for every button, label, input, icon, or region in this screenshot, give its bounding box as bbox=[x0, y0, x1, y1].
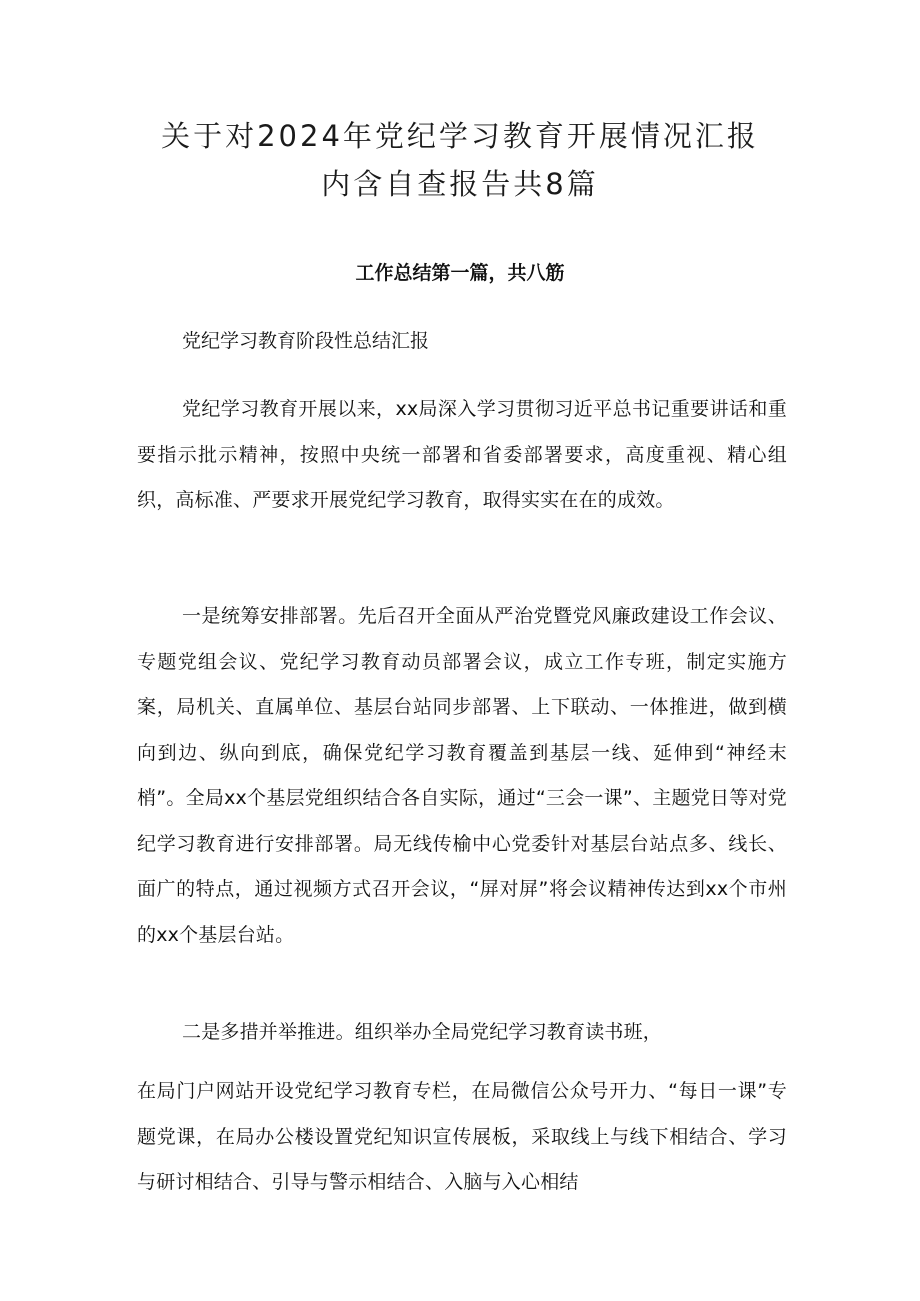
paragraph-measures-start: 二是多措并举推进。组织举办全局党纪学习教育读书班， bbox=[182, 1021, 663, 1043]
document-title-line-1: 关于对2024年党纪学习教育开展情况汇报 bbox=[161, 119, 759, 153]
document-title-line-2: 内含自查报告共8篇 bbox=[321, 167, 599, 201]
report-subtitle: 党纪学习教育阶段性总结汇报 bbox=[182, 330, 430, 352]
paragraph-intro: 党纪学习教育开展以来，xx局深入学习贯彻习近平总书记重要讲话和重要指示批示精神，按照中央统一部署和省委部署要求，高度重视、精心组织，高标准、严要求开展党纪学习教育，取得实实在在的成效。 bbox=[137, 398, 787, 511]
paragraph-deployment: 一是统筹安排部署。先后召开全面从严治党暨党风廉政建设工作会议、专题党组会议、党纪学习教育动员部署会议，成立工作专班，制定实施方案，局机关、直属单位、基层台站同步部署、上下联动、一体推进，做到横向到边、纵向到底，确保党纪学习教育覆盖到基层一线、延伸到“神经末梢”。全局xx个基层党组织结合各自实际，通过“三会一课”、主题党日等对党纪学习教育进行安排部署。局无线传榆中心党委针对基层台站点多、线长、面广的特点，通过视频方式召开会议，“屏对屏”将会议精神传达到xx个市州的xx个基层台站。 bbox=[137, 605, 787, 946]
section-heading: 工作总结第一篇，共八筋 bbox=[355, 262, 565, 284]
paragraph-measures-continued: 在局门户网站开设党纪学习教育专栏，在局微信公众号开力、“每日一课”专题党课，在局办公楼设置党纪知识宣传展板，采取线上与线下相结合、学习与研讨相结合、引导与警示相结合、入脑与入心相结 bbox=[137, 1080, 787, 1193]
